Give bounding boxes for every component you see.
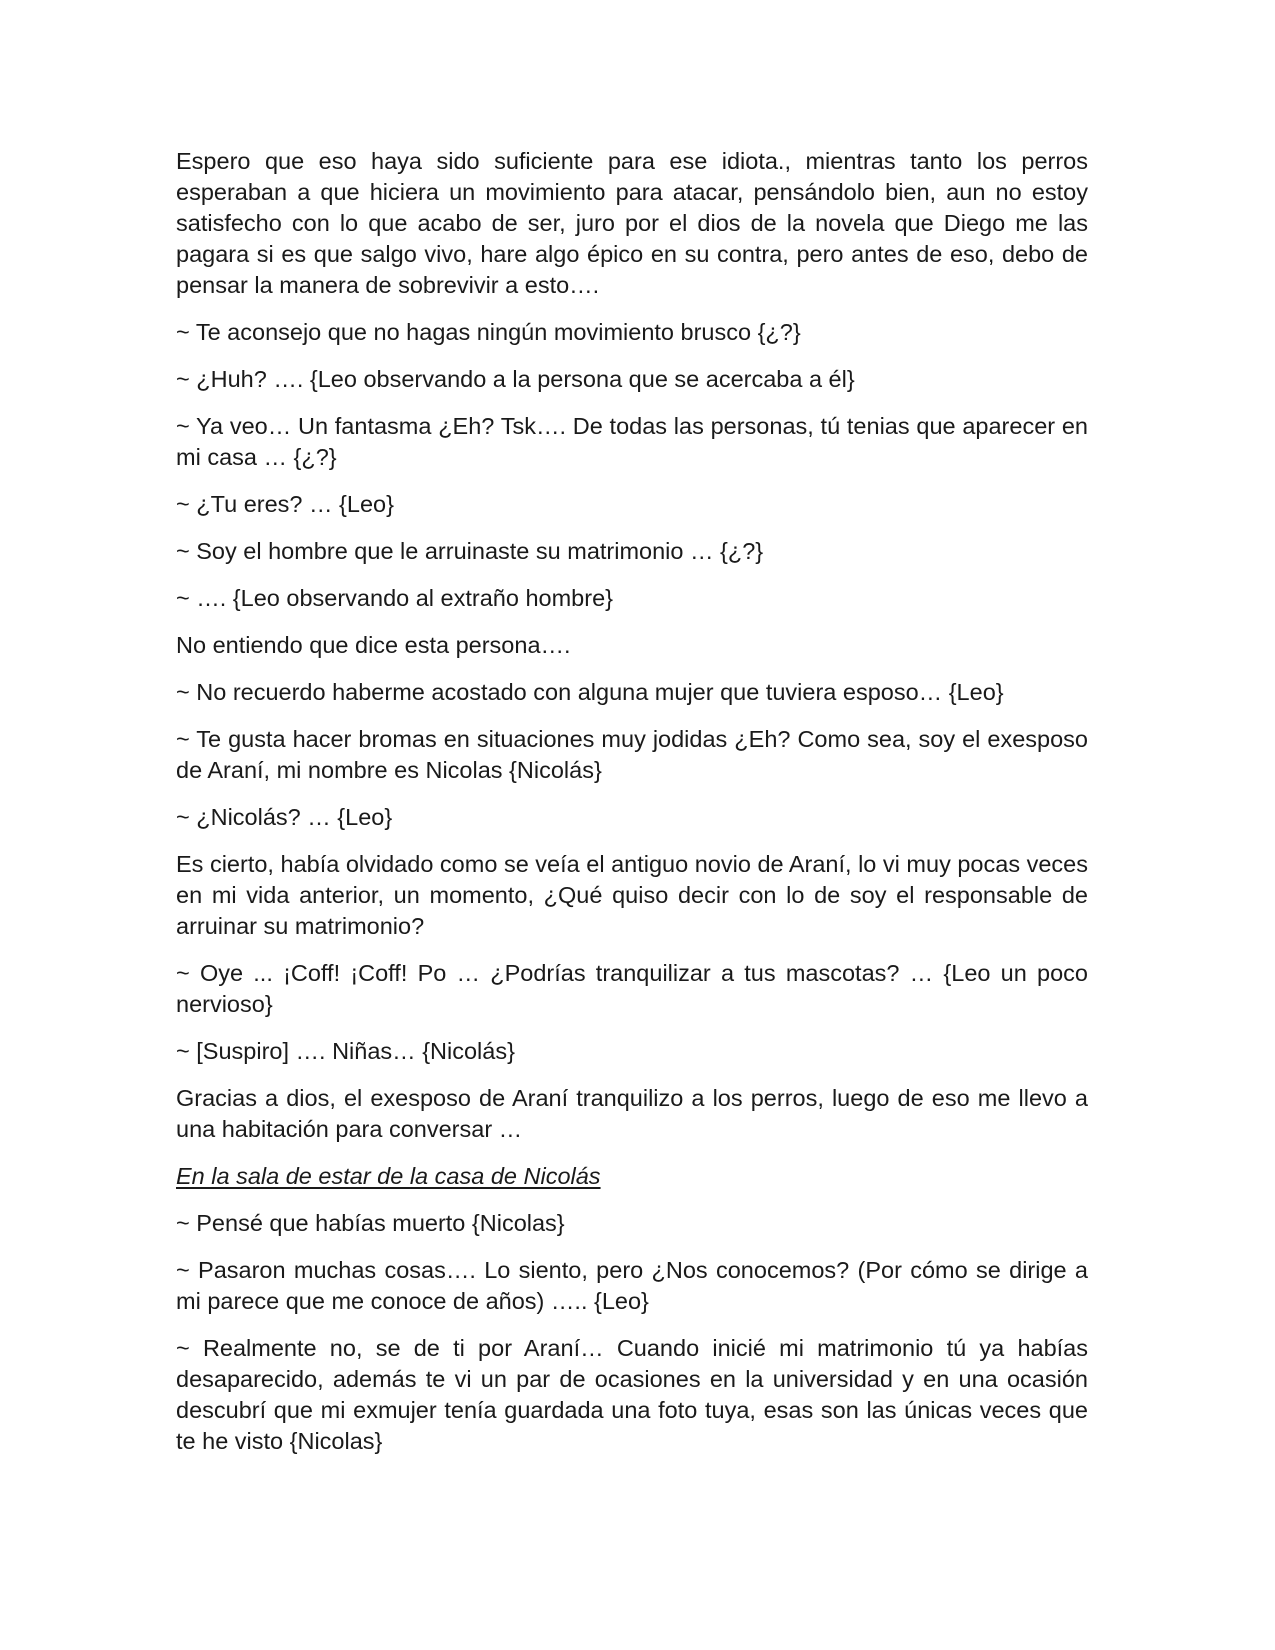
paragraph-dialogue: ~ No recuerdo haberme acostado con alguna mujer que tuviera esposo… {Leo} — [176, 679, 1004, 705]
document-page — [176, 146, 1088, 1473]
paragraph-narration: Espero que eso haya sido suficiente para ese idiota., mientras tanto los perros esperaban a que hiciera un movimiento para atacar, pensándolo bien, aun no estoy satisfecho con lo que acabo de ser, juro por el dios de la novela que Diego me las pagara si es que salgo vivo, hare algo épico en su contra, pero antes de eso, debo de pensar la manera de sobrevivir a esto…. — [176, 148, 1088, 298]
paragraph-dialogue: ~ Pasaron muchas cosas…. Lo siento, pero ¿Nos conocemos? (Por cómo se dirige a mi parece que me conoce de años) ….. {Leo} — [176, 1257, 1088, 1314]
paragraph-dialogue: ~ …. {Leo observando al extraño hombre} — [176, 585, 613, 611]
paragraph-dialogue: ~ Soy el hombre que le arruinaste su matrimonio … {¿?} — [176, 538, 764, 564]
paragraph-dialogue: ~ ¿Nicolás? … {Leo} — [176, 804, 393, 830]
paragraph-dialogue: ~ ¿Huh? …. {Leo observando a la persona que se acercaba a él} — [176, 366, 855, 392]
paragraph-narration: Gracias a dios, el exesposo de Araní tranquilizo a los perros, luego de eso me llevo a una habitación para conversar … — [176, 1085, 1088, 1142]
paragraph-dialogue: ~ [Suspiro] …. Niñas… {Nicolás} — [176, 1038, 515, 1064]
paragraph-narration: Es cierto, había olvidado como se veía el antiguo novio de Araní, lo vi muy pocas veces en mi vida anterior, un momento, ¿Qué quiso decir con lo de soy el responsable de arruinar su matrimonio? — [176, 851, 1088, 939]
paragraph-dialogue: ~ Oye ... ¡Coff! ¡Coff! Po … ¿Podrías tranquilizar a tus mascotas? … {Leo un poco nervioso} — [176, 960, 1088, 1017]
paragraph-dialogue: ~ ¿Tu eres? … {Leo} — [176, 491, 394, 517]
paragraph-dialogue: ~ Te gusta hacer bromas en situaciones muy jodidas ¿Eh? Como sea, soy el exesposo de Araní, mi nombre es Nicolas {Nicolás} — [176, 726, 1088, 783]
paragraph-dialogue: ~ Realmente no, se de ti por Araní… Cuando inicié mi matrimonio tú ya habías desaparecido, además te vi un par de ocasiones en la universidad y en una ocasión descubrí que mi exmujer tenía guardada una foto tuya, esas son las únicas veces que te he visto {Nicolas} — [176, 1335, 1088, 1454]
paragraph-dialogue: ~ Ya veo… Un fantasma ¿Eh? Tsk…. De todas las personas, tú tenias que aparecer en mi casa … {¿?} — [176, 413, 1088, 470]
paragraph-dialogue: ~ Pensé que habías muerto {Nicolas} — [176, 1210, 565, 1236]
paragraph-dialogue: ~ Te aconsejo que no hagas ningún movimiento brusco {¿?} — [176, 319, 801, 345]
scene-heading: En la sala de estar de la casa de Nicolás — [176, 1163, 601, 1189]
paragraph-narration: No entiendo que dice esta persona…. — [176, 632, 571, 658]
